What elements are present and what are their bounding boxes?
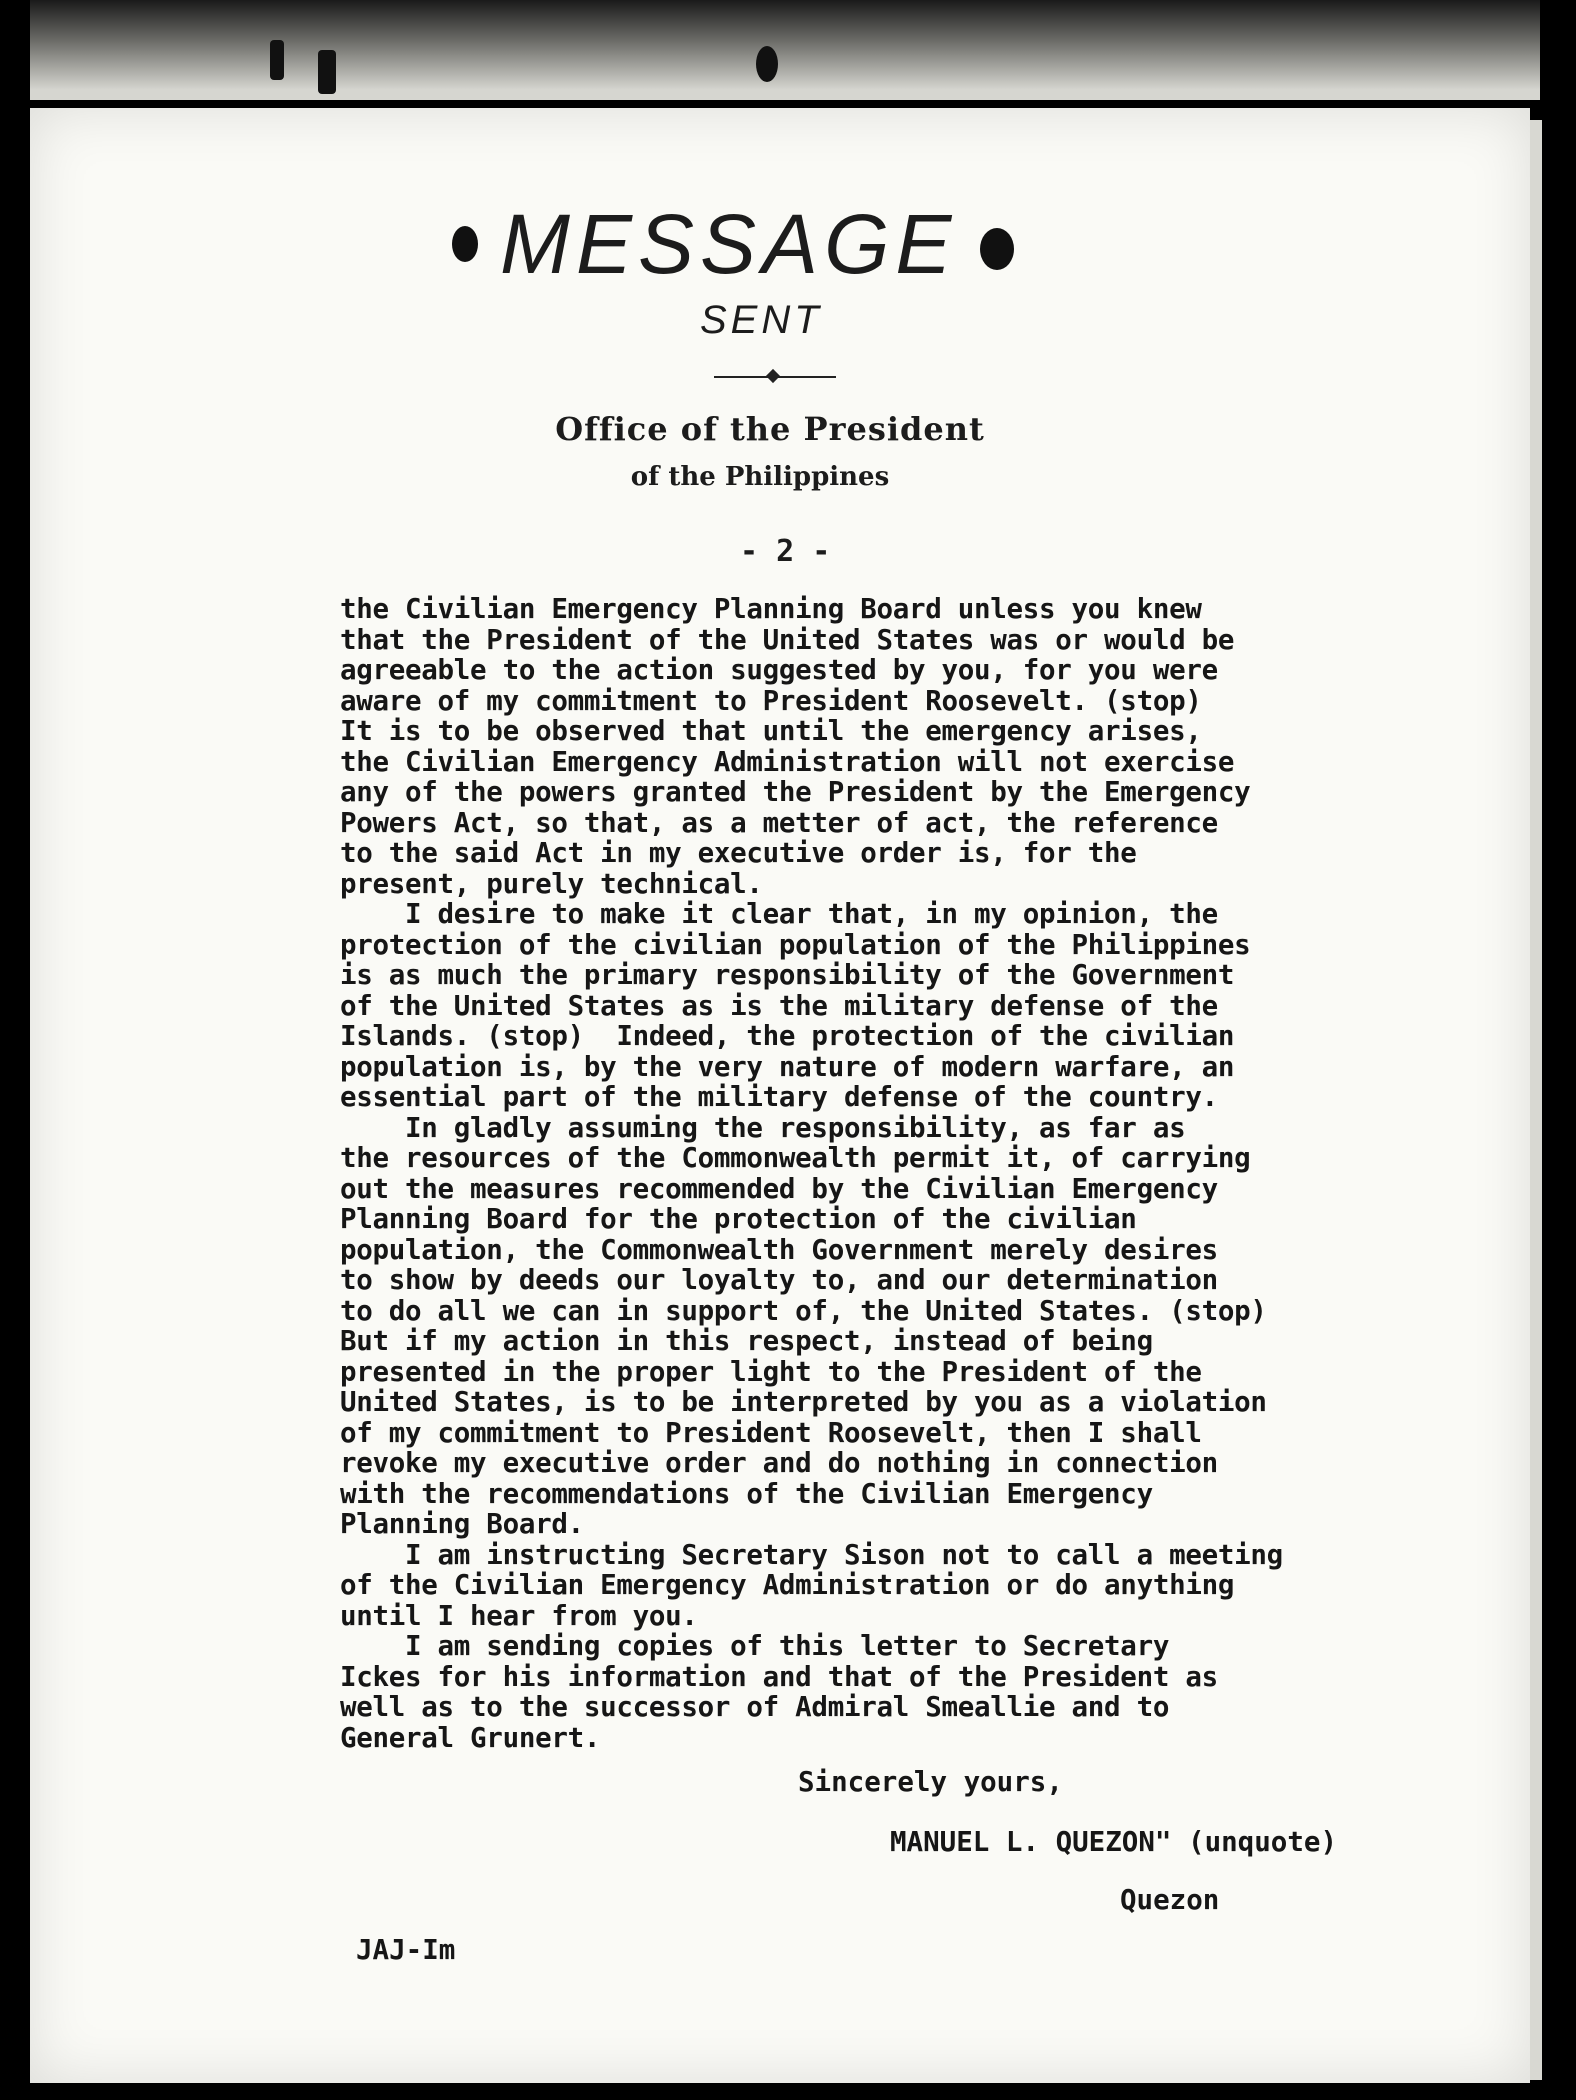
body-line: until I hear from you. xyxy=(340,1599,698,1632)
body-line: to do all we can in support of, the United States. (stop) xyxy=(340,1294,1267,1327)
body-line: essential part of the military defense of the country. xyxy=(340,1081,1218,1113)
body-line: present, purely technical. xyxy=(340,867,763,900)
body-line: the resources of the Commonwealth permit it, of carrying xyxy=(340,1142,1251,1174)
body-line: Islands. (stop) Indeed, the protection of the civilian xyxy=(340,1020,1235,1052)
body-line: protection of the civilian population of the Philippines xyxy=(340,928,1251,961)
body-line: of the Civilian Emergency Administration or do anything xyxy=(340,1569,1235,1601)
body-line: that the President of the United States was or would be xyxy=(340,623,1235,656)
body-line: the Civilian Emergency Planning Board unless you knew xyxy=(340,593,1202,625)
body-line: In gladly assuming the responsibility, as far as xyxy=(340,1111,1186,1144)
body-line: Powers Act, so that, as a metter of act, the reference xyxy=(340,806,1218,839)
body-line: Planning Board for the protection of the civilian xyxy=(340,1203,1137,1235)
body-line: presented in the proper light to the President of the xyxy=(340,1355,1202,1388)
body-line: I am instructing Secretary Sison not to call a meeting xyxy=(340,1538,1283,1571)
office-heading: Office of the President xyxy=(555,410,985,448)
letter-body xyxy=(340,594,1480,1753)
body-line: But if my action in this respect, instead of being xyxy=(340,1325,1153,1357)
complimentary-close: Sincerely yours, xyxy=(798,1766,1063,1798)
body-line: United States, is to be interpreted by you as a violation xyxy=(340,1386,1267,1418)
office-subheading: of the Philippines xyxy=(630,462,890,492)
letterhead-subtitle: SENT xyxy=(700,298,823,342)
body-line: General Grunert. xyxy=(340,1721,601,1754)
sender-name: Quezon xyxy=(1120,1884,1220,1916)
body-line: It is to be observed that until the emergency arises, xyxy=(340,715,1202,747)
body-line: population, the Commonwealth Government merely desires xyxy=(340,1233,1218,1266)
body-line: I desire to make it clear that, in my opinion, the xyxy=(340,898,1218,930)
body-line: any of the powers granted the President by the Emergency xyxy=(340,776,1251,808)
body-line: of the United States as is the military defense of the xyxy=(340,989,1218,1022)
body-line: well as to the successor of Admiral Smeallie and to xyxy=(340,1691,1170,1723)
body-line: with the recommendations of the Civilian Emergency xyxy=(340,1477,1153,1510)
body-line: agreeable to the action suggested by you, for you were xyxy=(340,654,1218,686)
body-line: aware of my commitment to President Roosevelt. (stop) xyxy=(340,684,1202,717)
scan-top-edge xyxy=(30,0,1540,100)
body-line: the Civilian Emergency Administration will not exercise xyxy=(340,745,1235,778)
body-line: out the measures recommended by the Civilian Emergency xyxy=(340,1172,1218,1205)
page-number: - 2 - xyxy=(740,534,831,569)
body-line: I am sending copies of this letter to Secretary xyxy=(340,1630,1170,1662)
body-line: Planning Board. xyxy=(340,1508,584,1540)
ink-smudge xyxy=(270,40,284,80)
body-line: of my commitment to President Roosevelt, then I shall xyxy=(340,1416,1202,1449)
body-line: population is, by the very nature of modern warfare, an xyxy=(340,1050,1235,1083)
signature-line: MANUEL L. QUEZON" (unquote) xyxy=(890,1826,1338,1858)
body-line: is as much the primary responsibility of the Government xyxy=(340,959,1235,991)
body-line: Ickes for his information and that of the President as xyxy=(340,1660,1218,1693)
body-line: to the said Act in my executive order is, for the xyxy=(340,837,1137,869)
typist-initials: JAJ-Im xyxy=(356,1934,456,1966)
ink-smudge xyxy=(452,226,478,262)
body-line: to show by deeds our loyalty to, and our determination xyxy=(340,1264,1218,1296)
letterhead-title: MESSAGE xyxy=(500,197,958,291)
body-line: revoke my executive order and do nothing in connection xyxy=(340,1447,1218,1479)
ink-smudge xyxy=(756,46,778,82)
ink-smudge xyxy=(318,50,336,94)
